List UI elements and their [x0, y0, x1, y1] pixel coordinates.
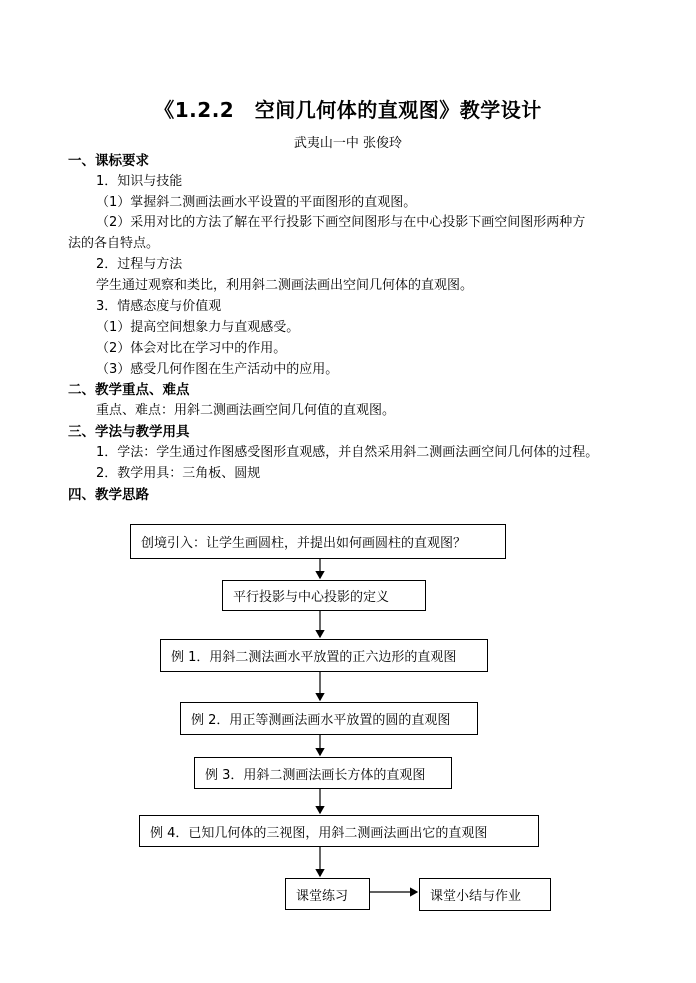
flow-step-example-1: 例 1．用斜二测法画水平放置的正六边形的直观图 — [160, 639, 488, 672]
document-title: 《1.2.2 空间几何体的直观图》教学设计 — [154, 98, 542, 122]
s1-item-3c: （3）感受几何作图在生产活动中的应用。 — [96, 362, 339, 377]
section-1-heading: 一、课标要求 — [68, 153, 149, 169]
s1-item-3a: （1）提高空间想象力与直观感受。 — [96, 320, 300, 335]
s3-item-1: 1．学法：学生通过作图感受图形直观感，并自然采用斜二测画法画空间几何体的过程。 — [96, 445, 599, 460]
s1-item-1a: （1）掌握斜二测画法画水平设置的平面图形的直观图。 — [96, 195, 417, 210]
flow-step-intro: 创境引入：让学生画圆柱，并提出如何画圆柱的直观图？ — [130, 524, 506, 559]
s1-item-1b-line1: （2）采用对比的方法了解在平行投影下画空间图形与在中心投影下画空间图形两种方 — [96, 215, 586, 230]
s1-item-1: 1．知识与技能 — [96, 174, 183, 189]
flow-step-example-3: 例 3．用斜二测画法画长方体的直观图 — [194, 757, 452, 789]
section-2-heading: 二、教学重点、难点 — [68, 382, 190, 398]
section-3-heading: 三、学法与教学用具 — [68, 424, 190, 440]
s1-item-2a: 学生通过观察和类比，利用斜二测画法画出空间几何体的直观图。 — [96, 278, 474, 293]
s1-item-3b: （2）体会对比在学习中的作用。 — [96, 341, 287, 356]
s1-item-1b-line2: 法的各自特点。 — [68, 236, 160, 251]
s1-item-2: 2．过程与方法 — [96, 257, 183, 272]
flow-step-summary-homework: 课堂小结与作业 — [419, 878, 551, 911]
author-line: 武夷山一中 张俊玲 — [293, 136, 403, 151]
flow-step-example-4: 例 4．已知几何体的三视图，用斜二测画法画出它的直观图 — [139, 815, 539, 847]
flow-step-practice: 课堂练习 — [285, 878, 370, 910]
s1-item-3: 3．情感态度与价值观 — [96, 299, 222, 314]
s2-item: 重点、难点：用斜二测画法画空间几何值的直观图。 — [96, 403, 396, 418]
flow-step-projection-definition: 平行投影与中心投影的定义 — [222, 580, 426, 611]
s3-item-2: 2．教学用具：三角板、圆规 — [96, 466, 261, 481]
flow-step-example-2: 例 2．用正等测画法画水平放置的圆的直观图 — [180, 702, 478, 735]
section-4-heading: 四、教学思路 — [68, 487, 149, 503]
